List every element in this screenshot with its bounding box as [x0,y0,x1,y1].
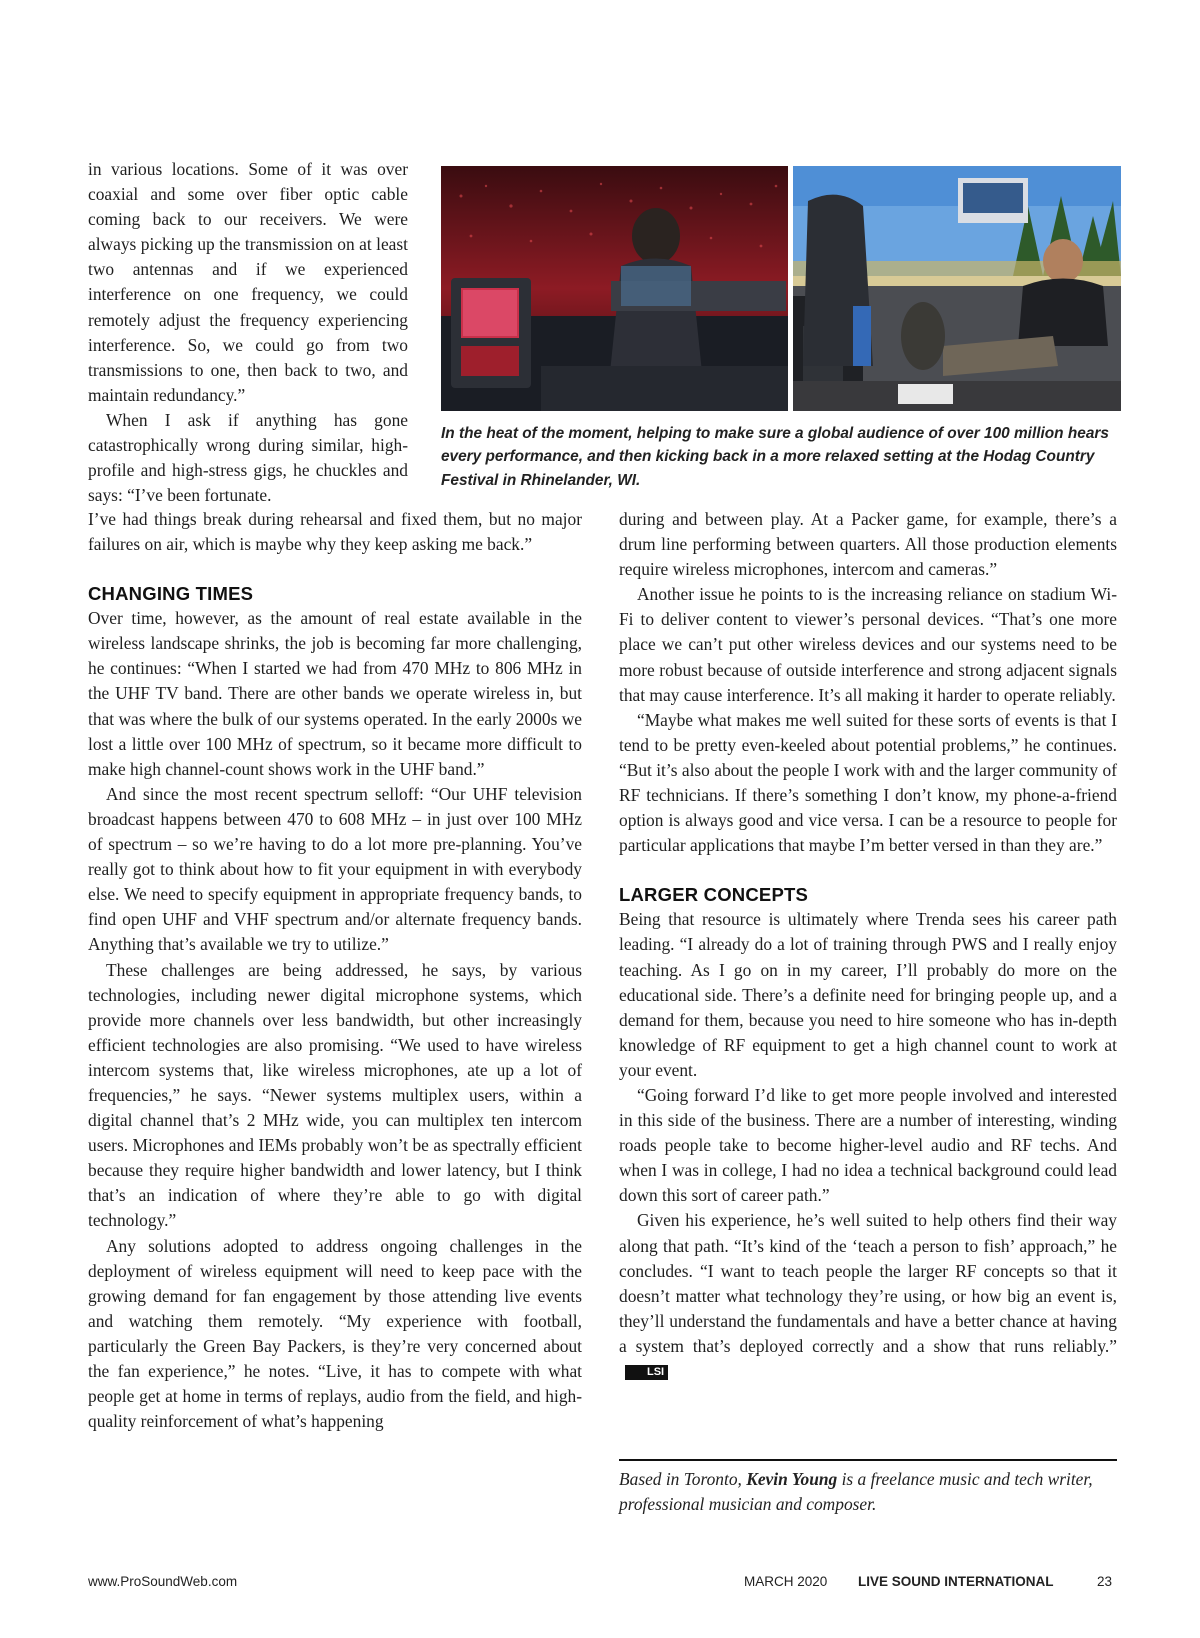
festival-photo [793,166,1121,411]
stadium-photo-illustration [441,166,788,411]
paragraph: And since the most recent spectrum selloff: “Our UHF television broadcast happens between 470 to 608 MHz – in just over 100 MHz of spectrum – so we’re having to do a lot more pre-planning. You’ve really got to think about how to fit your equipment in with everybody else. We need to specify equipment in appropriate frequency bands, to find open UHF and VHF spectrum and/or alternate frequency bands. Anything that’s available we try to utilize.” [88,783,582,955]
paragraph: in various locations. Some of it was over coaxial and some over fiber optic cable coming back to our receivers. We were always picking up the transmission on at least two antennas and if we experienced interference on one frequency, we could remotely adjust the frequency experiencing interference. So, we could go from two transmissions to one, then back to two, and maintain redundancy.” [88,159,408,405]
footer-magazine: LIVE SOUND INTERNATIONAL [858,1574,1054,1589]
bio-divider [619,1459,1117,1461]
festival-photo-illustration [793,166,1121,411]
paragraph: Over time, however, as the amount of real estate available in the wireless landscape shrinks, the job is becoming far more challenging, he continues: “When I started we had from 470 MHz to 806 MHz in the UHF TV band. There are other bands we operate wireless in, but that was where the bulk of our systems operated. In the early 2000s we lost a little over 100 MHz of spectrum, so it became more difficult to make high channel-count shows work in the UHF band.” [88,608,582,779]
footer-date: MARCH 2020 [744,1574,828,1589]
final-paragraph [619,1208,1117,1384]
paragraph: Any solutions adopted to address ongoing challenges in the deployment of wireless equipment will need to keep pace with the growing demand for fan engagement by those attending live events and watching them remotely. “My experience with football, particularly the Green Bay Packers, is they’re very concerned about the fan experience,” he notes. “Live, it has to compete with what people get at home in terms of replays, audio from the field, and high-quality reinforcement of what’s happening [88,1235,582,1432]
page-number: 23 [1097,1574,1113,1589]
left-column-main [88,507,582,1434]
paragraph: Being that resource is ultimately where Trenda sees his career path leading. “I already do a lot of training through PWS and I really enjoy teaching. As I go on in my career, I’ll probably do more on the educational side. There’s a definite need for bringing people up, and a demand for them, because you need to hire someone who has in-depth knowledge of RF equipment to get a high channel count to work at your event. [619,909,1117,1080]
paragraph: When I ask if anything has gone catastrophically wrong during similar, high-profile and high-stress gigs, he chuckles and says: “I’ve been fortunate. [88,409,408,506]
section-heading: LARGER CONCEPTS [619,884,809,906]
paragraph: I’ve had things break during rehearsal and fixed them, but no major failures on air, which is maybe why they keep asking me back.” [88,509,582,555]
stadium-photo [441,166,788,411]
final-paragraph-text: Given his experience, he’s well suited to help others find their way along that path. “It’s kind of the ‘teach a person to fish’ approach,” he concludes. “I want to teach people the larger RF concepts so that it doesn’t matter what technology they’re using, or how big an event is, they’ll understand the fundamentals and have a better chance at having a system that’s deployed correctly and a show that runs reliably.” [619,1210,1117,1356]
paragraph: Another issue he points to is the increasing reliance on stadium Wi-Fi to deliver content to viewer’s personal devices. “That’s one more place we can’t put other wireless devices and our systems need to be more robust because of outside interference and strong adjacent signals that may cause interference. It’s all making it harder to operate reliably. [619,584,1117,705]
left-column-top [88,157,408,508]
paragraph: “Going forward I’d like to get more people involved and interested in this side of the business. There are a number of interesting, winding roads people take to become higher-level audio and RF techs. And when I was in college, I had no idea a technical background could lead down this sort of career path.” [619,1084,1117,1206]
bio-prefix: Based in Toronto, [619,1469,747,1489]
paragraph: during and between play. At a Packer game, for example, there’s a drum line performing between quarters. All those production elements require wireless microphones, intercom and cameras.” [619,509,1117,580]
end-mark-badge: LSI [625,1365,668,1380]
footer-url[interactable]: www.ProSoundWeb.com [88,1574,238,1589]
paragraph: These challenges are being addressed, he says, by various technologies, including newer digital microphone systems, which provide more channels over less bandwidth, but other increasingly efficient technologies are also promising. “We used to have wireless intercom systems that, like wireless microphones, ate up a lot of frequencies,” he says. “Newer systems multiplex users, within a digital channel that’s 2 MHz wide, you can multiplex ten intercom users. Microphones and IEMs probably won’t be as spectrally efficient because they require higher bandwidth and lower latency, but I think that’s an indication of where they’re able to go with digital technology.” [88,959,582,1231]
photo-caption: In the heat of the moment, helping to make sure a global audience of over 100 million hears every performance, and then kicking back in a more relaxed setting at the Hodag Country Festival in Rhinelander, WI. [441,425,1109,489]
author-bio [619,1467,1119,1517]
bio-suffix: is a freelance music and tech writer, professional musician and composer. [619,1469,1093,1514]
author-name: Kevin Young [746,1469,838,1489]
section-heading: CHANGING TIMES [88,583,254,605]
paragraph: “Maybe what makes me well suited for these sorts of events is that I tend to be pretty even-keeled about potential problems,” he continues. “But it’s also about the people I work with and the larger community of RF technicians. If there’s something I don’t know, my phone-a-friend option is always good and vice versa. I can be a resource to people for particular applications that maybe I’m better versed in than they are.” [619,709,1117,856]
right-column [619,507,1117,1384]
